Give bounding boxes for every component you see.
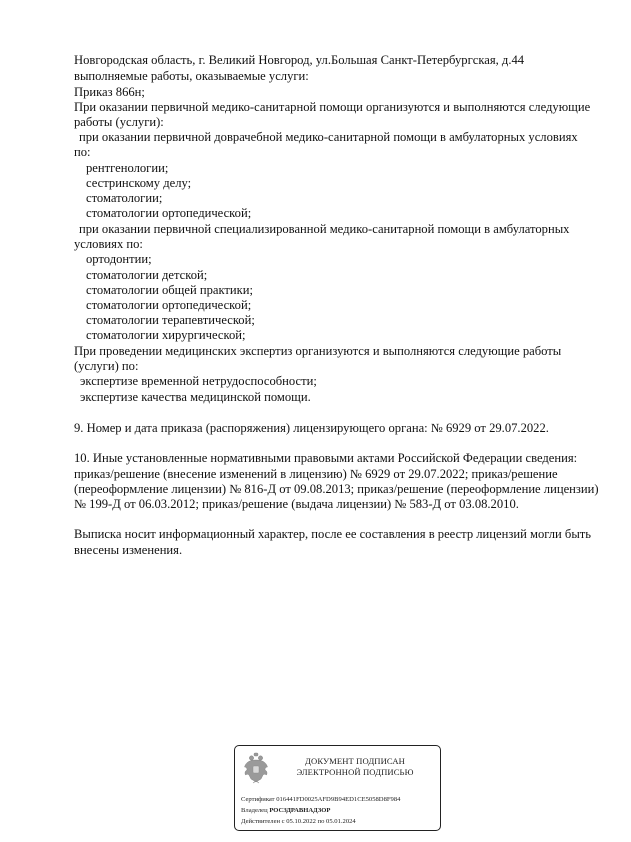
signature-title-line: ДОКУМЕНТ ПОДПИСАН (305, 756, 405, 766)
primary-care-intro: При оказании первичной медико-санитарной помощи организуются и выполняются следующие (74, 100, 591, 114)
item-9-order: 9. Номер и дата приказа (распоряжения) лицензирующего органа: № 6929 от 29.07.2022. (74, 421, 549, 435)
owner-label: Владелец (241, 807, 268, 814)
disclaimer-note-cont: внесены изменения. (74, 543, 183, 557)
item-10-line: № 199-Д от 06.03.2012; приказ/решение (выдача лицензии) № 583-Д от 03.08.2010. (74, 497, 519, 511)
specialized-heading-cont: условиях по: (74, 237, 143, 251)
certificate-value: 016441FD0025AFD9B94ED1CE5058D8F984 (276, 796, 401, 803)
specialized-heading: при оказании первичной специализированной медико-санитарной помощи в амбулаторных (79, 222, 570, 236)
address-line: Новгородская область, г. Великий Новгород, ул.Большая Санкт-Петербургская, д.44 (74, 53, 525, 67)
item-10-line: приказ/решение (внесение изменений в лицензию) № 6929 от 29.07.2022; приказ/решение (74, 467, 558, 481)
list-item: стоматологии ортопедической; (86, 298, 252, 312)
list-item: рентгенологии; (86, 161, 169, 175)
validity-row: Действителен с 05.10.2022 по 05.01.2024 (241, 818, 356, 825)
signature-title (275, 756, 435, 778)
list-item: стоматологии терапевтической; (86, 313, 255, 327)
expertise-intro-cont: (услуги) по: (74, 359, 139, 373)
works-heading: выполняемые работы, оказываемые услуги: (74, 69, 309, 83)
list-item: экспертизе качества медицинской помощи. (80, 390, 311, 404)
list-item: сестринскому делу; (86, 176, 192, 190)
list-item: стоматологии детской; (86, 268, 208, 282)
owner-value: РОСЗДРАВНАДЗОР (269, 807, 331, 814)
list-item: стоматологии общей практики; (86, 283, 254, 297)
expertise-intro: При проведении медицинских экспертиз организуются и выполняются следующие работы (74, 344, 562, 358)
owner-row (241, 806, 330, 815)
prehospital-heading: при оказании первичной доврачебной медико-санитарной помощи в амбулаторных условиях (79, 130, 578, 144)
order-866n: Приказ 866н; (74, 85, 145, 99)
certificate-row (241, 795, 400, 804)
signature-title-line: ЭЛЕКТРОННОЙ ПОДПИСЬЮ (296, 767, 414, 777)
primary-care-intro-cont: работы (услуги): (74, 115, 164, 129)
item-10-line: (переоформление лицензии) № 816-Д от 09.08.2013; приказ/решение (переоформление лицензии) (74, 482, 599, 496)
item-10-heading: 10. Иные установленные нормативными правовыми актами Российской Федерации сведения: (74, 451, 578, 465)
disclaimer-note: Выписка носит информационный характер, после ее составления в реестр лицензий могли быть (74, 527, 592, 541)
russian-coat-of-arms-icon (243, 752, 269, 786)
prehospital-heading-cont: по: (74, 145, 91, 159)
electronic-signature-stamp (234, 745, 441, 831)
list-item: стоматологии ортопедической; (86, 206, 252, 220)
list-item: стоматологии хирургической; (86, 328, 246, 342)
certificate-label: Сертификат (241, 796, 275, 803)
list-item: экспертизе временной нетрудоспособности; (80, 374, 317, 388)
list-item: ортодонтии; (86, 252, 152, 266)
list-item: стоматологии; (86, 191, 163, 205)
